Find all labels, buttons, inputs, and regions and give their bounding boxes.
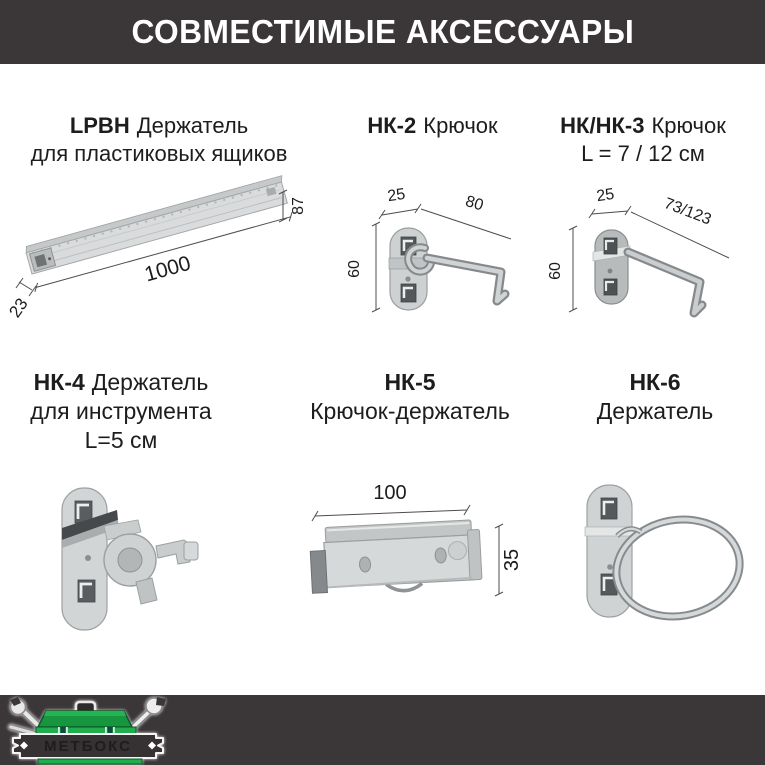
hk2-drawing — [335, 182, 535, 332]
lpbh-rail — [23, 176, 301, 316]
lpbh-drawing — [5, 178, 316, 322]
hk3-object — [593, 230, 702, 313]
label-lpbh — [18, 112, 300, 168]
dim-length-label: 1000 — [142, 251, 194, 287]
label-hk6 — [560, 368, 750, 426]
lpbh-dim-height — [279, 190, 307, 222]
product-subtitle: для инструмента — [30, 398, 212, 424]
dim-depth-label: 23 — [5, 294, 32, 322]
product-subtitle2: L=5 см — [84, 427, 158, 453]
dim-height-label: 60 — [547, 262, 564, 280]
product-code: LPBH — [69, 113, 130, 138]
hk4-object — [62, 488, 198, 630]
hk5-drawing — [293, 468, 528, 633]
product-code: НК/НК-3 — [560, 113, 645, 138]
product-subtitle: для пластиковых ящиков — [30, 141, 288, 166]
label-hk4 — [8, 368, 234, 455]
label-hk5 — [290, 368, 530, 426]
hk4-drawing — [38, 468, 228, 633]
product-subtitle: L = 7 / 12 см — [581, 141, 705, 166]
logo-underline-bar — [38, 759, 142, 764]
dim-length-label: 80 — [463, 192, 486, 215]
product-subtitle: Крючок-держатель — [310, 398, 510, 424]
label-hk2 — [350, 112, 515, 140]
header-bar — [0, 0, 765, 64]
hk6-object — [585, 485, 747, 626]
wrench-right-icon — [130, 697, 166, 730]
hk5-object — [309, 519, 482, 595]
brand-name: МЕТБОКС — [44, 738, 132, 755]
dim-height-label: 87 — [290, 197, 307, 215]
footer-bar — [0, 695, 765, 765]
product-code: НК-6 — [629, 369, 681, 395]
product-name: Держатель — [91, 369, 209, 395]
product-code: НК-4 — [33, 369, 85, 395]
dim-height-label: 35 — [501, 548, 523, 572]
product-name: Крючок — [651, 113, 726, 138]
metbox-logo — [8, 697, 168, 765]
product-name: Держатель — [136, 113, 249, 138]
label-hk3 — [548, 112, 738, 168]
dim-width-label: 25 — [386, 185, 407, 206]
dim-length-label: 100 — [373, 482, 407, 504]
dim-height-label: 60 — [346, 260, 363, 278]
hk6-drawing — [573, 468, 758, 633]
product-code: НК-2 — [367, 113, 417, 138]
hk2-object — [389, 228, 505, 310]
brand-badge — [13, 734, 163, 758]
hk3-drawing — [548, 182, 763, 332]
product-name: Крючок — [423, 113, 498, 138]
product-code: НК-5 — [384, 369, 436, 395]
page-title: СОВМЕСТИМЫЕ АКСЕССУАРЫ — [131, 13, 634, 50]
product-subtitle: Держатель — [596, 398, 714, 424]
dim-width-label: 25 — [595, 185, 616, 206]
lpbh-dim-depth — [5, 278, 36, 321]
dim-length-label: 73/123 — [661, 195, 714, 229]
